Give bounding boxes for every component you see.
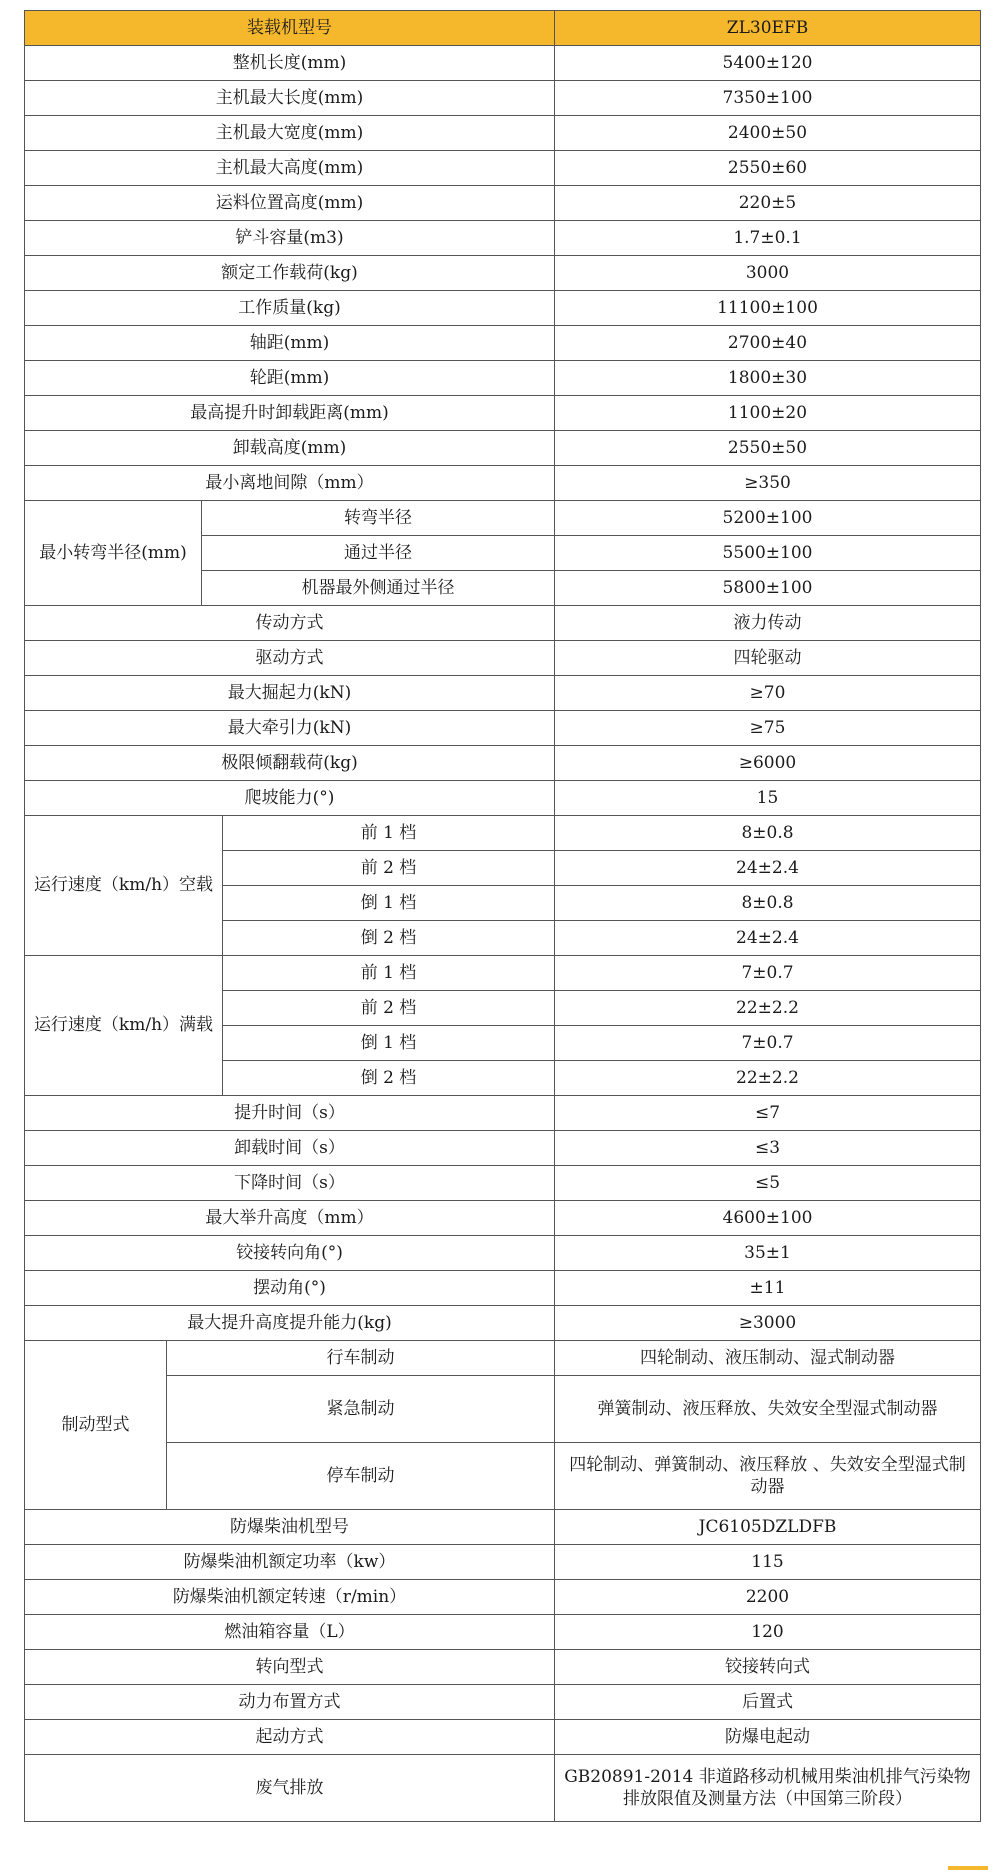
spec-subrow xyxy=(25,816,981,851)
spec-label: 爬坡能力(°) xyxy=(25,781,555,816)
spec-value: 四轮制动、弹簧制动、液压释放 、失效安全型湿式制动器 xyxy=(555,1443,981,1510)
spec-row xyxy=(25,116,981,151)
spec-subrow xyxy=(25,1443,981,1510)
spec-row xyxy=(25,466,981,501)
spec-label: 防爆柴油机额定转速（r/min） xyxy=(25,1580,555,1615)
spec-value: 4600±100 xyxy=(555,1201,981,1236)
spec-value: 7±0.7 xyxy=(555,956,981,991)
spec-label: 主机最大高度(mm) xyxy=(25,151,555,186)
spec-row xyxy=(25,1545,981,1580)
spec-row xyxy=(25,1201,981,1236)
spec-value: 2550±60 xyxy=(555,151,981,186)
spec-label: 起动方式 xyxy=(25,1720,555,1755)
spec-row xyxy=(25,361,981,396)
spec-row xyxy=(25,1580,981,1615)
spec-label: 主机最大宽度(mm) xyxy=(25,116,555,151)
spec-label: 卸载时间（s） xyxy=(25,1131,555,1166)
group-label: 制动型式 xyxy=(25,1341,167,1510)
spec-label: 转向型式 xyxy=(25,1650,555,1685)
spec-row xyxy=(25,1510,981,1545)
spec-value: ≤3 xyxy=(555,1131,981,1166)
spec-value: 5500±100 xyxy=(555,536,981,571)
spec-value: 8±0.8 xyxy=(555,816,981,851)
spec-label: 摆动角(°) xyxy=(25,1271,555,1306)
spec-table-body xyxy=(25,11,981,1822)
spec-row xyxy=(25,1271,981,1306)
spec-label: 额定工作载荷(kg) xyxy=(25,256,555,291)
spec-row xyxy=(25,291,981,326)
spec-label: 极限倾翻载荷(kg) xyxy=(25,746,555,781)
header-label: 装载机型号 xyxy=(25,11,555,46)
spec-label: 防爆柴油机额定功率（kw） xyxy=(25,1545,555,1580)
spec-sublabel: 前 1 档 xyxy=(223,816,555,851)
spec-value: 5800±100 xyxy=(555,571,981,606)
spec-value: 22±2.2 xyxy=(555,1061,981,1096)
spec-value: 2550±50 xyxy=(555,431,981,466)
spec-sublabel: 通过半径 xyxy=(202,536,555,571)
spec-value: 防爆电起动 xyxy=(555,1720,981,1755)
spec-sublabel: 倒 2 档 xyxy=(223,921,555,956)
spec-value: 5400±120 xyxy=(555,46,981,81)
spec-label: 整机长度(mm) xyxy=(25,46,555,81)
spec-row xyxy=(25,396,981,431)
spec-row xyxy=(25,1720,981,1755)
spec-value: ≥6000 xyxy=(555,746,981,781)
spec-sublabel: 转弯半径 xyxy=(202,501,555,536)
spec-value: ≥350 xyxy=(555,466,981,501)
spec-label: 最大掘起力(kN) xyxy=(25,676,555,711)
spec-label: 驱动方式 xyxy=(25,641,555,676)
spec-value: ≥3000 xyxy=(555,1306,981,1341)
spec-label: 最高提升时卸载距离(mm) xyxy=(25,396,555,431)
spec-row xyxy=(25,606,981,641)
spec-row xyxy=(25,1166,981,1201)
spec-label: 提升时间（s） xyxy=(25,1096,555,1131)
spec-value: 四轮驱动 xyxy=(555,641,981,676)
spec-label: 铰接转向角(°) xyxy=(25,1236,555,1271)
spec-row xyxy=(25,186,981,221)
spec-label: 下降时间（s） xyxy=(25,1166,555,1201)
spec-value: 35±1 xyxy=(555,1236,981,1271)
accent-mark xyxy=(948,1866,988,1870)
spec-sublabel: 紧急制动 xyxy=(167,1376,555,1443)
spec-row xyxy=(25,1131,981,1166)
spec-value: 2200 xyxy=(555,1580,981,1615)
spec-value: 铰接转向式 xyxy=(555,1650,981,1685)
spec-value: 5200±100 xyxy=(555,501,981,536)
spec-value: 2700±40 xyxy=(555,326,981,361)
spec-row xyxy=(25,1685,981,1720)
spec-row xyxy=(25,81,981,116)
spec-value: 15 xyxy=(555,781,981,816)
spec-row xyxy=(25,1306,981,1341)
spec-value: 后置式 xyxy=(555,1685,981,1720)
spec-row xyxy=(25,711,981,746)
spec-label: 工作质量(kg) xyxy=(25,291,555,326)
spec-label: 主机最大长度(mm) xyxy=(25,81,555,116)
spec-value: 四轮制动、液压制动、湿式制动器 xyxy=(555,1341,981,1376)
spec-sublabel: 行车制动 xyxy=(167,1341,555,1376)
spec-sublabel: 前 1 档 xyxy=(223,956,555,991)
spec-row xyxy=(25,1615,981,1650)
spec-label: 铲斗容量(m3) xyxy=(25,221,555,256)
spec-row xyxy=(25,46,981,81)
spec-value: 1100±20 xyxy=(555,396,981,431)
header-value: ZL30EFB xyxy=(555,11,981,46)
spec-value: ≤5 xyxy=(555,1166,981,1201)
spec-value: 弹簧制动、液压释放、失效安全型湿式制动器 xyxy=(555,1376,981,1443)
group-label: 最小转弯半径(mm) xyxy=(25,501,202,606)
spec-value: 220±5 xyxy=(555,186,981,221)
spec-sublabel: 前 2 档 xyxy=(223,991,555,1026)
spec-value: ±11 xyxy=(555,1271,981,1306)
spec-value: 11100±100 xyxy=(555,291,981,326)
spec-subrow xyxy=(25,956,981,991)
spec-value: 22±2.2 xyxy=(555,991,981,1026)
spec-row xyxy=(25,746,981,781)
spec-label: 轮距(mm) xyxy=(25,361,555,396)
spec-value: 24±2.4 xyxy=(555,921,981,956)
spec-label: 防爆柴油机型号 xyxy=(25,1510,555,1545)
spec-row xyxy=(25,221,981,256)
spec-label: 最大提升高度提升能力(kg) xyxy=(25,1306,555,1341)
spec-row xyxy=(25,1650,981,1685)
spec-label: 废气排放 xyxy=(25,1755,555,1822)
spec-value: ≥70 xyxy=(555,676,981,711)
spec-label: 最大举升高度（mm） xyxy=(25,1201,555,1236)
spec-sublabel: 倒 1 档 xyxy=(223,1026,555,1061)
spec-sublabel: 机器最外侧通过半径 xyxy=(202,571,555,606)
spec-row xyxy=(25,676,981,711)
spec-value: ≤7 xyxy=(555,1096,981,1131)
spec-label: 传动方式 xyxy=(25,606,555,641)
spec-sublabel: 停车制动 xyxy=(167,1443,555,1510)
spec-label: 动力布置方式 xyxy=(25,1685,555,1720)
spec-subrow xyxy=(25,1376,981,1443)
spec-sublabel: 前 2 档 xyxy=(223,851,555,886)
spec-value: 1.7±0.1 xyxy=(555,221,981,256)
spec-label: 卸载高度(mm) xyxy=(25,431,555,466)
spec-value: 7±0.7 xyxy=(555,1026,981,1061)
spec-label: 最小离地间隙（mm） xyxy=(25,466,555,501)
spec-row xyxy=(25,1755,981,1822)
spec-label: 运料位置高度(mm) xyxy=(25,186,555,221)
spec-value: ≥75 xyxy=(555,711,981,746)
spec-value: JC6105DZLDFB xyxy=(555,1510,981,1545)
spec-value: GB20891-2014 非道路移动机械用柴油机排气污染物排放限值及测量方法（中国第三阶段） xyxy=(555,1755,981,1822)
group-label: 运行速度（km/h）满载 xyxy=(25,956,223,1096)
spec-sublabel: 倒 2 档 xyxy=(223,1061,555,1096)
spec-row xyxy=(25,326,981,361)
spec-value: 7350±100 xyxy=(555,81,981,116)
spec-row xyxy=(25,256,981,291)
spec-value: 8±0.8 xyxy=(555,886,981,921)
spec-row xyxy=(25,641,981,676)
spec-value: 120 xyxy=(555,1615,981,1650)
spec-value: 2400±50 xyxy=(555,116,981,151)
spec-subrow xyxy=(25,1341,981,1376)
spec-value: 1800±30 xyxy=(555,361,981,396)
spec-subrow xyxy=(25,501,981,536)
spec-label: 燃油箱容量（L） xyxy=(25,1615,555,1650)
spec-label: 轴距(mm) xyxy=(25,326,555,361)
spec-value: 3000 xyxy=(555,256,981,291)
spec-value: 液力传动 xyxy=(555,606,981,641)
spec-row xyxy=(25,1096,981,1131)
spec-row xyxy=(25,151,981,186)
spec-row xyxy=(25,431,981,466)
spec-sublabel: 倒 1 档 xyxy=(223,886,555,921)
spec-row xyxy=(25,781,981,816)
spec-value: 24±2.4 xyxy=(555,851,981,886)
spec-table xyxy=(24,10,981,1822)
spec-value: 115 xyxy=(555,1545,981,1580)
spec-label: 最大牵引力(kN) xyxy=(25,711,555,746)
group-label: 运行速度（km/h）空载 xyxy=(25,816,223,956)
spec-row xyxy=(25,1236,981,1271)
header-row xyxy=(25,11,981,46)
